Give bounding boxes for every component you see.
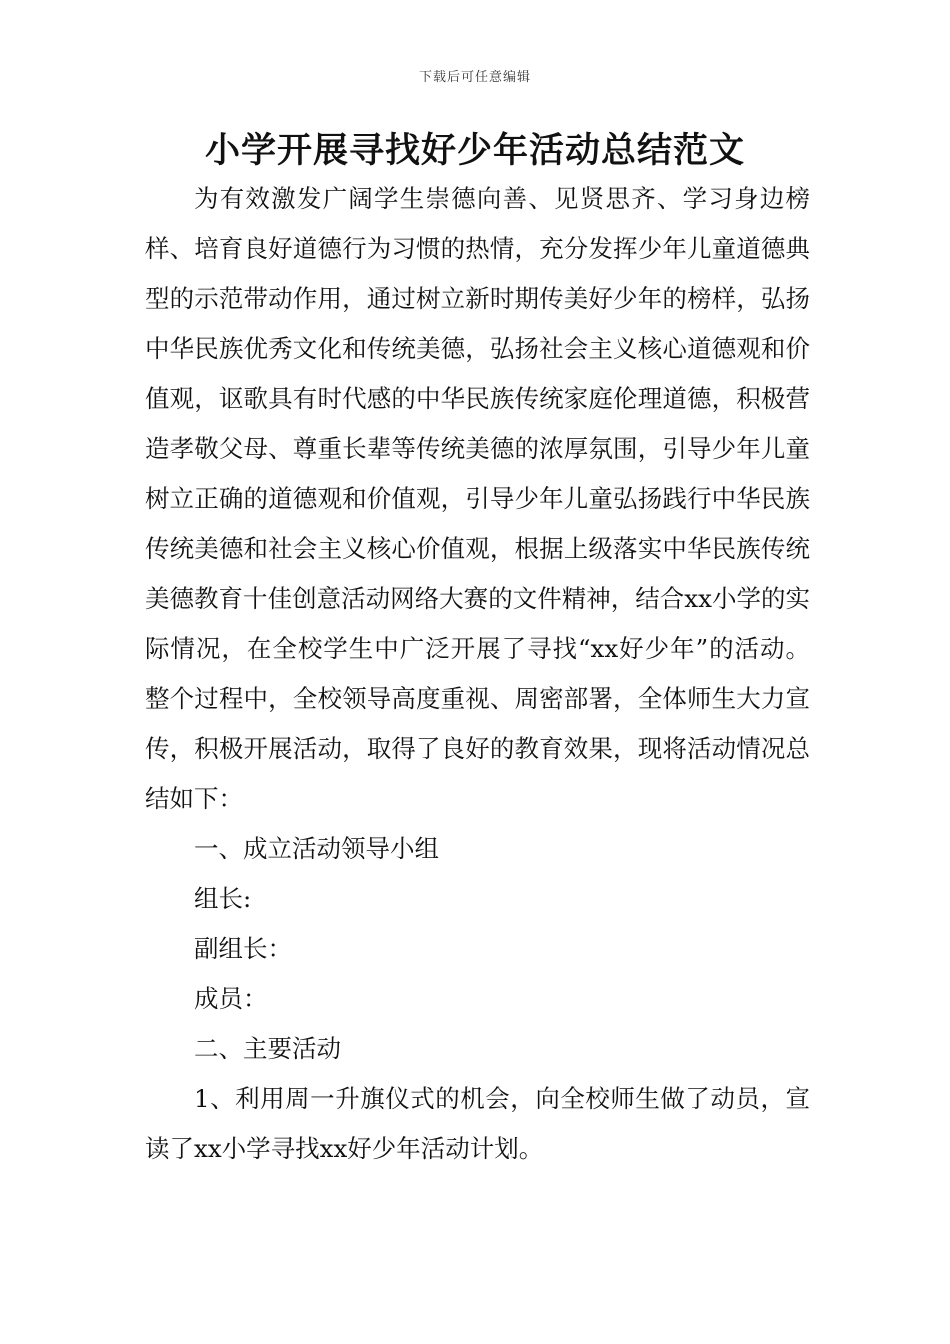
intro-paragraph: 为有效激发广阔学生崇德向善、见贤思齐、学习身边榜样、培育良好道德行为习惯的热情，充分发挥少年儿童道德典型的示范带动作用，通过树立新时期传美好少年的榜样，弘扬中华民族优秀文化和传统美德，弘扬社会主义核心道德观和价值观，讴歌具有时代感的中华民族传统家庭伦理道德，积极营造孝敬父母、尊重长辈等传统美德的浓厚氛围，引导少年儿童树立正确的道德观和价值观，引导少年儿童弘扬践行中华民族传统美德和社会主义核心价值观，根据上级落实中华民族传统美德教育十佳创意活动网络大赛的文件精神，结合xx小学的实际情况，在全校学生中广泛开展了寻找“xx好少年”的活动。整个过程中，全校领导高度重视、周密部署，全体师生大力宣传，积极开展活动，取得了良好的教育效果，现将活动情况总结如下：: [145, 184, 810, 813]
activity-item-1: 1、利用周一升旗仪式的机会，向全校师生做了动员，宣读了xx小学寻找xx好少年活动计划。: [145, 1084, 810, 1163]
section-heading-activities: 二、主要活动: [194, 1034, 341, 1063]
leader-line: 组长:: [194, 884, 252, 913]
section-heading-leadership: 一、成立活动领导小组: [194, 834, 439, 863]
deputy-leader-line: 副组长：: [194, 934, 292, 963]
document-title: 小学开展寻找好少年活动总结范文: [204, 131, 745, 171]
header-note: 下载后可任意编辑: [418, 70, 531, 85]
members-line: 成员：: [194, 984, 268, 1013]
document-body: [145, 174, 810, 1174]
